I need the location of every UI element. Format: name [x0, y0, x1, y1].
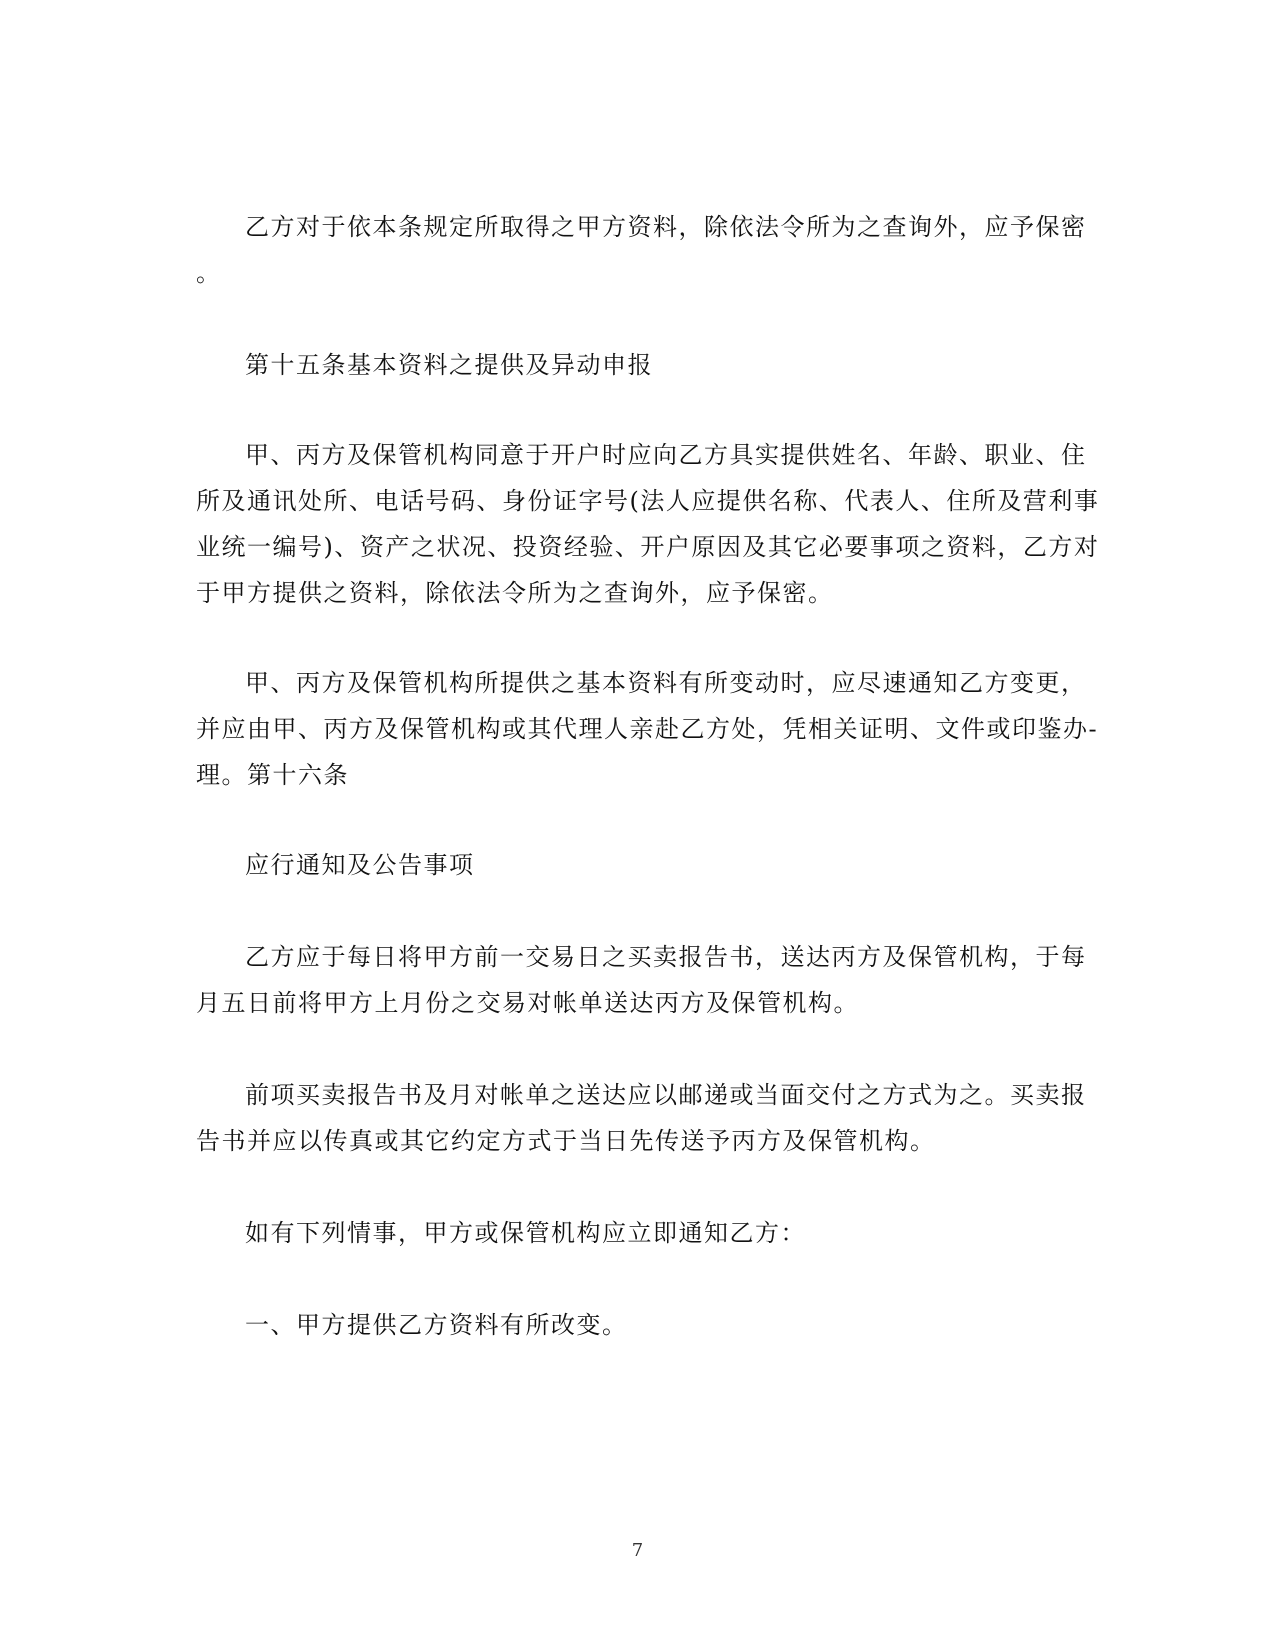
paragraph-change-notice-line-1: 甲、丙方及保管机构所提供之基本资料有所变动时，应尽速通知乙方变更， [245, 669, 1087, 697]
article-15-heading: 第十五条基本资料之提供及异动申报 [245, 351, 653, 379]
paragraph-change-notice-line-3: 理。第十六条 [196, 761, 349, 789]
paragraph-daily-report-line-1: 乙方应于每日将甲方前一交易日之买卖报告书，送达丙方及保管机构，于每 [245, 943, 1087, 971]
list-item-1: 一、甲方提供乙方资料有所改变。 [245, 1311, 628, 1339]
paragraph-delivery-line-1: 前项买卖报告书及月对帐单之送达应以邮递或当面交付之方式为之。买卖报 [245, 1081, 1087, 1109]
paragraph-change-notice-line-2: 并应由甲、丙方及保管机构或其代理人亲赴乙方处，凭相关证明、文件或印鉴办- [196, 715, 1099, 743]
paragraph-notify-conditions: 如有下列情事，甲方或保管机构应立即通知乙方： [245, 1219, 806, 1247]
paragraph-daily-report-line-2: 月五日前将甲方上月份之交易对帐单送达丙方及保管机构。 [196, 989, 859, 1017]
paragraph-basic-info-line-1: 甲、丙方及保管机构同意于开户时应向乙方具实提供姓名、年龄、职业、住 [245, 441, 1087, 469]
paragraph-basic-info-line-4: 于甲方提供之资料，除依法令所为之查询外，应予保密。 [196, 579, 834, 607]
paragraph-basic-info-line-3: 业统一编号)、资产之状况、投资经验、开户原因及其它必要事项之资料，乙方对 [196, 533, 1100, 561]
paragraph-delivery-line-2: 告书并应以传真或其它约定方式于当日先传送予丙方及保管机构。 [196, 1127, 936, 1155]
page-number: 7 [631, 1540, 644, 1561]
paragraph-confidentiality-line-2: 。 [196, 259, 222, 287]
paragraph-confidentiality-line-1: 乙方对于依本条规定所取得之甲方资料，除依法令所为之查询外，应予保密 [245, 213, 1087, 241]
article-16-heading: 应行通知及公告事项 [245, 851, 475, 879]
paragraph-basic-info-line-2: 所及通讯处所、电话号码、身份证字号(法人应提供名称、代表人、住所及营利事 [196, 487, 1100, 515]
